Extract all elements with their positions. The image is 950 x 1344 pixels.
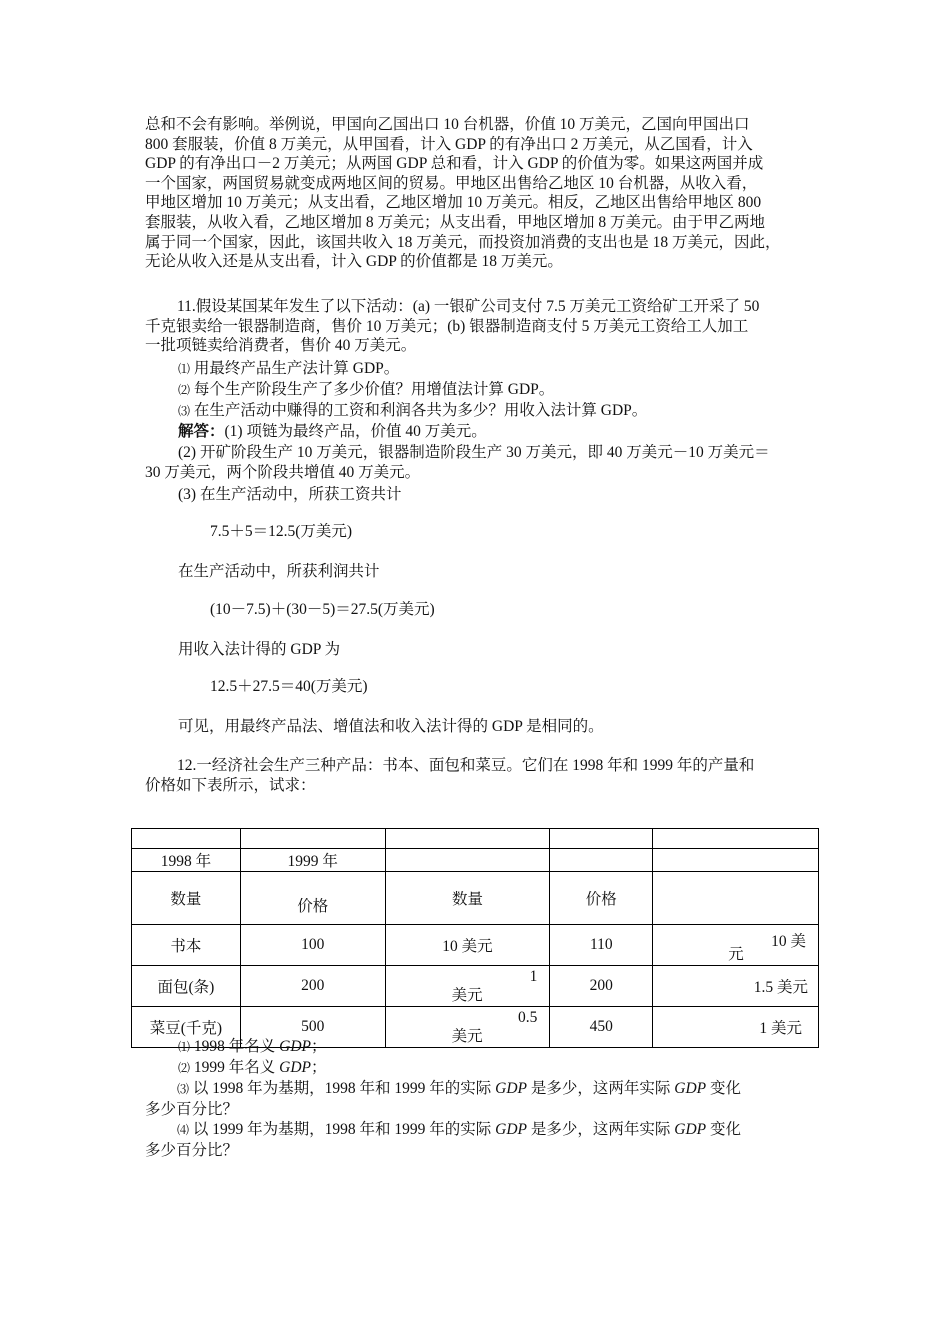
formula-profit: (10－7.5)＋(30－5)＝27.5(万美元): [210, 601, 435, 618]
answer-label: 解答：: [178, 423, 225, 440]
table-header-row: [132, 872, 819, 925]
question-11-item-1: ⑴ 用最终产品生产法计算 GDP。: [178, 360, 400, 377]
text-line: 价格如下表所示，试求：: [145, 776, 316, 794]
text-line: 30 万美元，两个阶段共增值 40 万美元。: [145, 463, 421, 481]
question-12-item-2: ⑵ 1999 年名义 GDP；: [178, 1059, 327, 1076]
data-table: [131, 828, 819, 1048]
question-11-item-2: ⑵ 每个生产阶段生产了多少价值？用增值法计算 GDP。: [178, 381, 555, 398]
text-line: 无论从收入还是从支出看，计入 GDP 的价值都是 18 万美元。: [145, 253, 563, 271]
table-cell: 450: [550, 1007, 653, 1048]
text-line: 一批项链卖给消费者，售价 40 万美元。: [145, 337, 417, 355]
table-cell: 书本: [132, 925, 241, 966]
table-header: 价格: [550, 872, 653, 925]
formula-wages: 7.5＋5＝12.5(万美元): [210, 523, 353, 540]
text-line: GDP 的有净出口－2 万美元；从两国 GDP 总和看，计入 GDP 的价值为零。如果这两国并成: [145, 155, 764, 173]
table-cell: 500: [240, 1007, 385, 1048]
answer-2: [145, 443, 809, 482]
table-cell: 100: [240, 925, 385, 966]
formula-income: 12.5＋27.5＝40(万美元): [210, 678, 368, 695]
question-12-item-4: ⑷ 以 1999 年为基期，1998 年和 1999 年的实际 GDP 是多少，这两年实际 GDP 变化 多少百分比？: [145, 1121, 742, 1159]
profit-text: 在生产活动中，所获利润共计: [178, 563, 380, 580]
table-cell: 面包(条): [132, 966, 241, 1007]
answer-3: (3) 在生产活动中，所获工资共计: [178, 486, 402, 503]
table-row: [132, 966, 819, 1007]
question-12-stem: [145, 756, 809, 795]
text-line: 甲地区增加 10 万美元；从支出看，乙地区增加 10 万美元。相反，乙地区出售给甲地区 800: [145, 194, 762, 212]
table-cell: 10 美元: [385, 925, 550, 966]
table-header: 数量: [385, 872, 550, 925]
text-line: 一个国家，两国贸易就变成两地区间的贸易。甲地区出售给乙地区 10 台机器，从收入看，: [145, 174, 758, 192]
table-row: [132, 849, 819, 872]
text-line: 属于同一个国家，因此，该国共收入 18 万美元，而投资加消费的支出也是 18 万美元，因此，: [145, 233, 781, 251]
conclusion-text: 可见，用最终产品法、增值法和收入法计得的 GDP 是相同的。: [178, 718, 604, 735]
question-11-stem: [145, 297, 809, 356]
table-header: 数量: [132, 872, 241, 925]
question-11-item-3: ⑶ 在生产活动中赚得的工资和利润各共为多少？用收入法计算 GDP。: [178, 402, 648, 419]
table-cell: 1 美元: [653, 1007, 819, 1048]
table-cell: 1999 年: [240, 849, 385, 872]
table-cell: 1998 年: [132, 849, 241, 872]
question-12-item-3: ⑶ 以 1998 年为基期，1998 年和 1999 年的实际 GDP 是多少，这两年实际 GDP 变化 多少百分比？: [145, 1080, 742, 1118]
table-row: [132, 829, 819, 849]
table-cell: 菜豆(千克): [132, 1007, 241, 1048]
table-cell: 1.5 美元: [653, 966, 819, 1007]
text-line: 11.假设某国某年发生了以下活动：(a) 一银矿公司支付 7.5 万美元工资给矿工开采了 50: [177, 298, 760, 315]
table-cell: 1 美元: [385, 966, 550, 1007]
table-cell: 0.5 美元: [385, 1007, 550, 1048]
answer-1: 解答：(1) 项链为最终产品，价值 40 万美元。: [178, 423, 487, 440]
question-12-item-1: ⑴ 1998 年名义 GDP；: [178, 1038, 327, 1055]
table-cell: 200: [240, 966, 385, 1007]
table-cell: 10 美 元: [653, 925, 819, 966]
table-row: [132, 925, 819, 966]
income-text: 用收入法计得的 GDP 为: [178, 641, 341, 658]
text-line: 套服装，从收入看，乙地区增加 8 万美元；从支出看，甲地区增加 8 万美元。由于甲乙两地: [145, 213, 766, 231]
text-line: (2) 开矿阶段生产 10 万美元，银器制造阶段生产 30 万美元，即 40 万美元－10 万美元＝: [178, 444, 770, 461]
intro-paragraph: [145, 115, 809, 272]
text-line: 总和不会有影响。举例说，甲国向乙国出口 10 台机器，价值 10 万美元，乙国向甲国出口: [145, 116, 750, 133]
table-cell: 110: [550, 925, 653, 966]
table-header: 价格: [240, 872, 385, 925]
text-line: 800 套服装，价值 8 万美元，从甲国看，计入 GDP 的有净出口 2 万美元，从乙国看，计入: [145, 135, 753, 153]
text-line: 千克银卖给一银器制造商，售价 10 万美元；(b) 银器制造商支付 5 万美元工资给工人加工: [145, 317, 749, 335]
text-line: 12.一经济社会生产三种产品：书本、面包和菜豆。它们在 1998 年和 1999 年的产量和: [177, 757, 755, 774]
table-cell: 200: [550, 966, 653, 1007]
